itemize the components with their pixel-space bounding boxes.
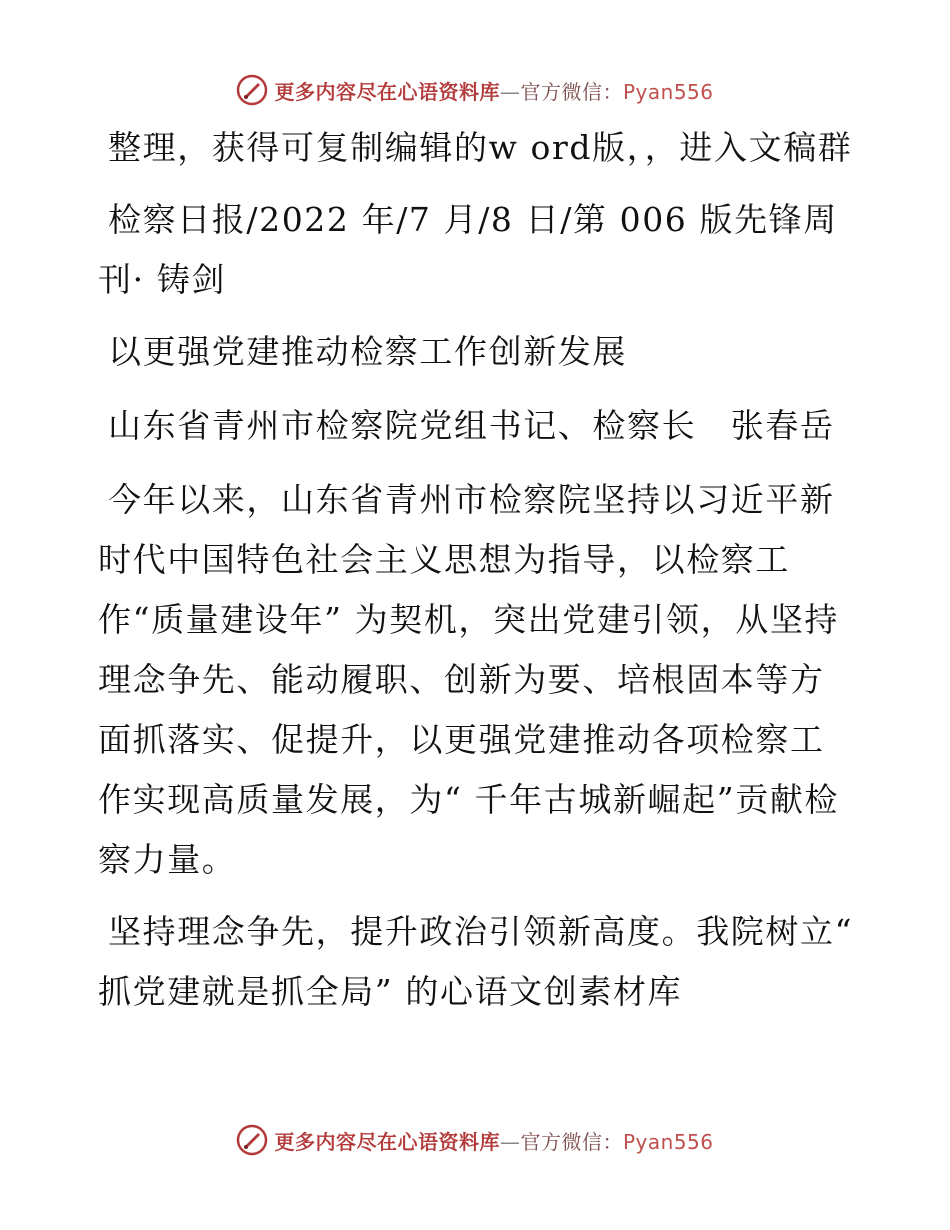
watermark-brand: 更多内容尽在心语资料库 (274, 1129, 500, 1154)
watermark-wechat-id: Pyan556 (622, 79, 714, 104)
watermark-wechat-label: 官方微信： (520, 1129, 623, 1154)
watermark-wechat-id: Pyan556 (622, 1129, 714, 1154)
watermark-header (0, 70, 950, 110)
document-body (98, 118, 858, 1034)
watermark-footer (0, 1120, 950, 1160)
watermark-text (274, 1126, 713, 1155)
paragraph-source: 检察日报/2022 年/7 月/8 日/第 006 版先锋周刊· 铸剑 (98, 200, 838, 299)
watermark-brand: 更多内容尽在心语资料库 (274, 79, 500, 104)
watermark-separator: — (499, 1129, 521, 1154)
article-author: 山东省青州市检察院党组书记、检察长 张春岳 (108, 406, 835, 445)
quill-seal-icon (236, 74, 268, 106)
paragraph-body-1: 今年以来，山东省青州市检察院坚持以习近平新时代中国特色社会主义思想为指导，以检察工作“质量建设年” 为契机，突出党建引领，从坚持理念争先、能动履职、创新为要、培根固本等方面抓落实、促提升，以更强党建推动各项检察工作实现高质量发展，为“ 千年古城新崛起”贡献检察力量。 (98, 480, 840, 879)
article-title: 以更强党建推动检察工作创新发展 (108, 332, 627, 371)
paragraph-body-2: 坚持理念争先，提升政治引领新高度。我院树立“ 抓党建就是抓全局” 的心语文创素材库 (98, 912, 854, 1011)
watermark-text (274, 76, 713, 105)
watermark-separator: — (499, 79, 521, 104)
quill-seal-icon (236, 1124, 268, 1156)
watermark-wechat-label: 官方微信： (520, 79, 623, 104)
paragraph-intro: 整理，获得可复制编辑的w ord版，，进入文稿群 (108, 128, 853, 167)
